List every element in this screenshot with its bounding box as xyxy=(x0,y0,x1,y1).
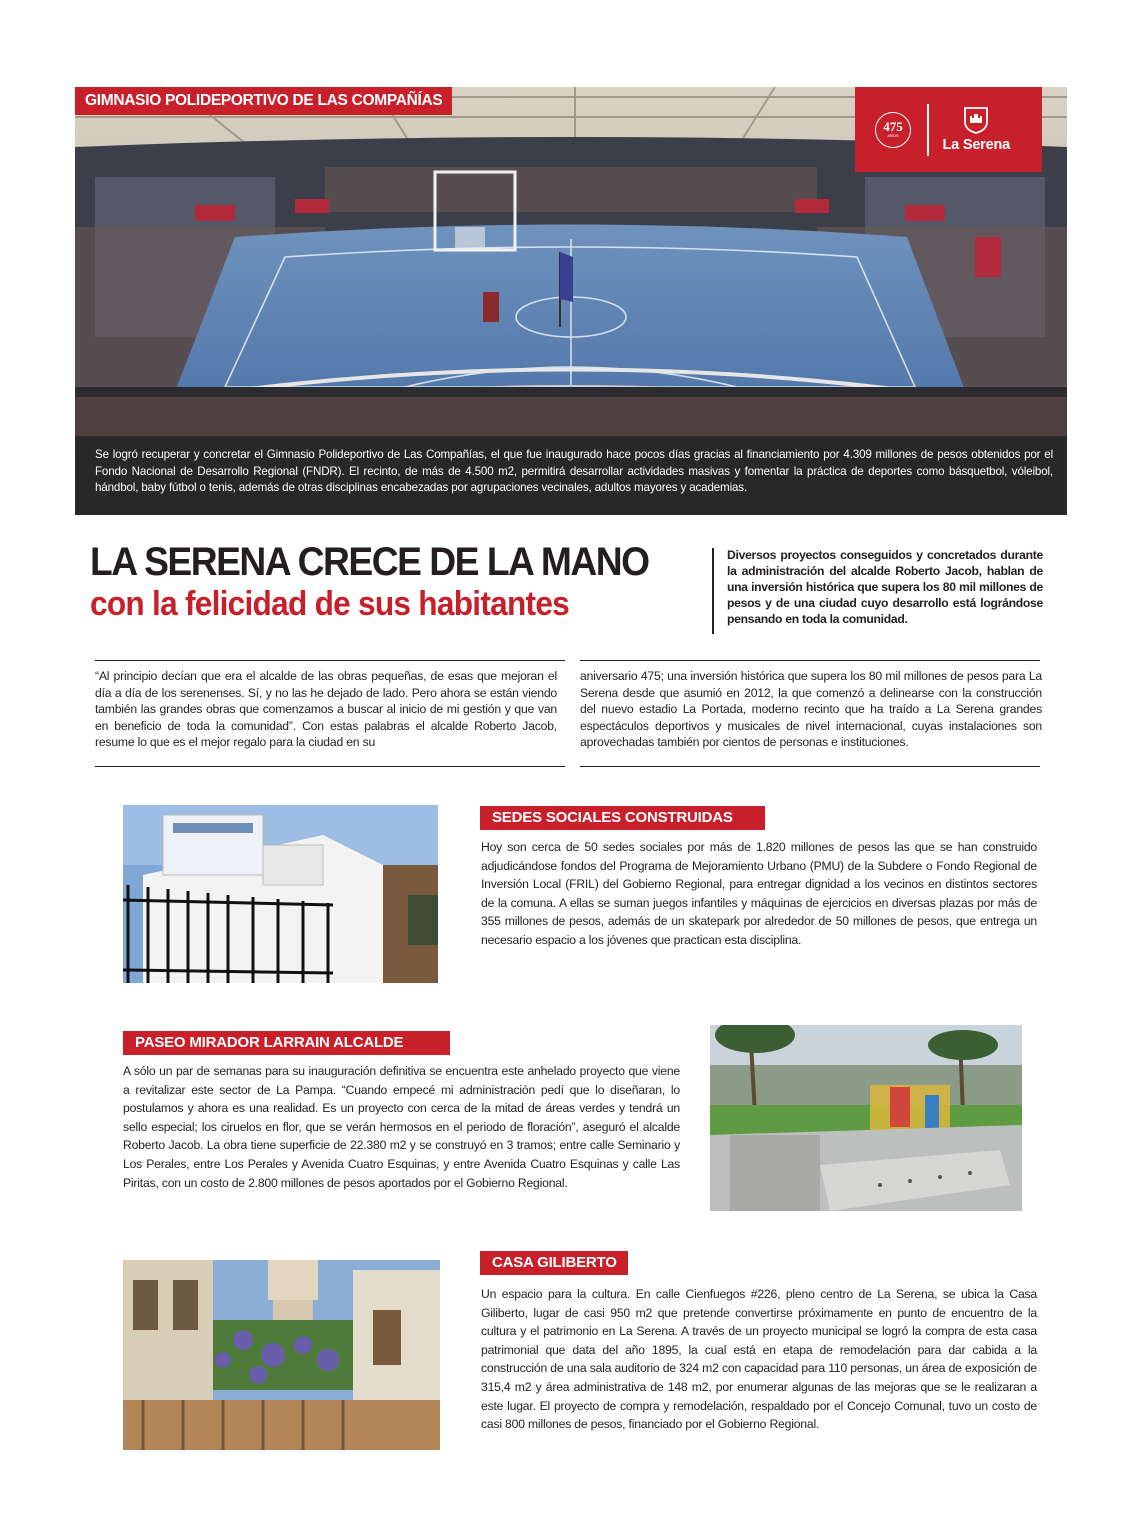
intro-column-right: aniversario 475; una inversión histórica que supera los 80 mil millones de pesos para La Serena desde que asumió en 2012, la que comenzó a delinearse con la construcción del nuevo estadio La Portada, moderno recinto que ha traído a La Serena grandes espectáculos deportivos y musicales de nivel internacional, cuyas instalaciones son aprovechadas también por cientos de personas e instituciones. xyxy=(580,669,1042,750)
la-serena-logo xyxy=(855,87,1042,172)
city-name: La Serena xyxy=(942,137,1011,153)
paseo-mirador-photo xyxy=(710,1025,1022,1211)
section-title-casa-giliberto: CASA GILIBERTO xyxy=(480,1251,628,1275)
section-body-casa-giliberto: Un espacio para la cultura. En calle Cienfuegos #226, pleno centro de La Serena, se ubica la Casa Giliberto, lugar de casi 950 m2 que pretende convertirse próximamente en punto de encuentro de la cultura y el patrimonio en La Serena. A través de un proyecto municipal se logró la compra de esta casa patrimonial que data del año 1895, la cual está en etapa de remodelación para dar cabida a la construcción de una sala auditorio de 324 m2 con capacidad para 110 personas, un área de exposición de 315,4 m2 y área administrativa de 148 m2, por enumerar algunas de las mejoras que se le realizaran a este lugar. El proyecto de compra y remodelación, respaldado por el Concejo Comunal, tuvo un costo de casi 800 millones de pesos, financiado por el Gobierno Regional. xyxy=(481,1287,1037,1432)
headline-divider xyxy=(712,548,714,634)
section-title-paseo-mirador: PASEO MIRADOR LARRAIN ALCALDE xyxy=(123,1031,450,1055)
section-title-sedes-sociales: SEDES SOCIALES CONSTRUIDAS xyxy=(480,806,765,830)
sedes-sociales-photo xyxy=(123,805,438,983)
intro-bottom-rule-left xyxy=(95,766,565,767)
hero-photo-caption: Se logró recuperar y concretar el Gimnasio Polideportivo de Las Compañías, el que fue inaugurado hace pocos días gracias al financiamiento por 4.309 millones de pesos obtenidos por el Fondo Nacional de Desarrollo Regional (FNDR). El recinto, de más de 4.500 m2, permitirá desarrollar actividades masivas y fomentar la práctica de deportes como básquetbol, vóleibol, hándbol, baby fútbol o tenis, además de otras disciplinas encabezadas por agrupaciones vecinales, adultos mayores y academias. xyxy=(75,436,1067,515)
headline-title: LA SERENA CRECE DE LA MANO xyxy=(90,540,649,584)
anniversary-label: AÑOS xyxy=(887,133,899,138)
intro-top-rule-left xyxy=(95,660,565,661)
intro-column-left: “Al principio decían que era el alcalde de las obras pequeñas, de esas que mejoran el día a día de los serenenses. Sí, y no las he dejado de lado. Pero ahora se están viendo también las grandes obras que comenzamos a buscar al inicio de mi gestión y que van en beneficio de toda la comunidad”. Con estas palabras el alcalde Roberto Jacob, resume lo que es el mejor regalo para la ciudad en su xyxy=(95,669,557,750)
intro-top-rule-right xyxy=(580,660,1040,661)
city-crest-icon xyxy=(963,106,989,134)
headline-deck: Diversos proyectos conseguidos y concretados durante la administración del alcalde Roberto Jacob, hablan de una inversión histórica que supera los 80 mil millones de pesos y de una ciudad cuyo desarrollo está lográndose pensando en toda la comunidad. xyxy=(727,548,1043,626)
section-body-sedes-sociales: Hoy son cerca de 50 sedes sociales por más de 1.820 millones de pesos las que se han construido adjudicándose fondos del Programa de Mejoramiento Urbano (PMU) de la Subdere o Fondo Regional de Inversión Local (FRIL) del Gobierno Regional, para entregar dignidad a los vecinos en distintos sectores de la comuna. A ellas se suman juegos infantiles y máquinas de ejercicios en diversas plazas por más de 355 millones de pesos, además de un skatepark por alrededor de 50 millones de pesos, que entrega un necesario espacio a los jóvenes que practican esta disciplina. xyxy=(481,840,1037,947)
casa-giliberto-photo xyxy=(123,1260,440,1450)
hero-section xyxy=(75,87,1067,515)
main-headline xyxy=(90,540,702,624)
anniversary-475-badge xyxy=(875,112,911,148)
headline-subtitle: con la felicidad de sus habitantes xyxy=(90,585,570,623)
intro-bottom-rule-right xyxy=(580,766,1040,767)
logo-divider xyxy=(927,104,929,156)
anniversary-number: 475 xyxy=(883,119,903,134)
section-body-paseo-mirador: A sólo un par de semanas para su inauguración definitiva se encuentra este anhelado proyecto que viene a revitalizar este sector de La Pampa. “Cuando empecé mi administración pedí que lo diseñaran, lo postulamos y ahora es una realidad. Es un proyecto con cerca de la mitad de áreas verdes y tendrá un sello especial; los ciruelos en flor, que se verán hermosos en el periodo de floración”, aseguró el alcalde Roberto Jacob. La obra tiene superficie de 22.380 m2 y se construyó en 3 tramos; entre calle Seminario y Los Perales, entre Los Perales y Avenida Cuatro Esquinas, y entre Avenida Cuatro Esquinas y calle Las Piritas, con un costo de 2.800 millones de pesos aportados por el Gobierno Regional. xyxy=(123,1064,680,1190)
hero-section-tag: GIMNASIO POLIDEPORTIVO DE LAS COMPAÑÍAS xyxy=(75,87,452,115)
